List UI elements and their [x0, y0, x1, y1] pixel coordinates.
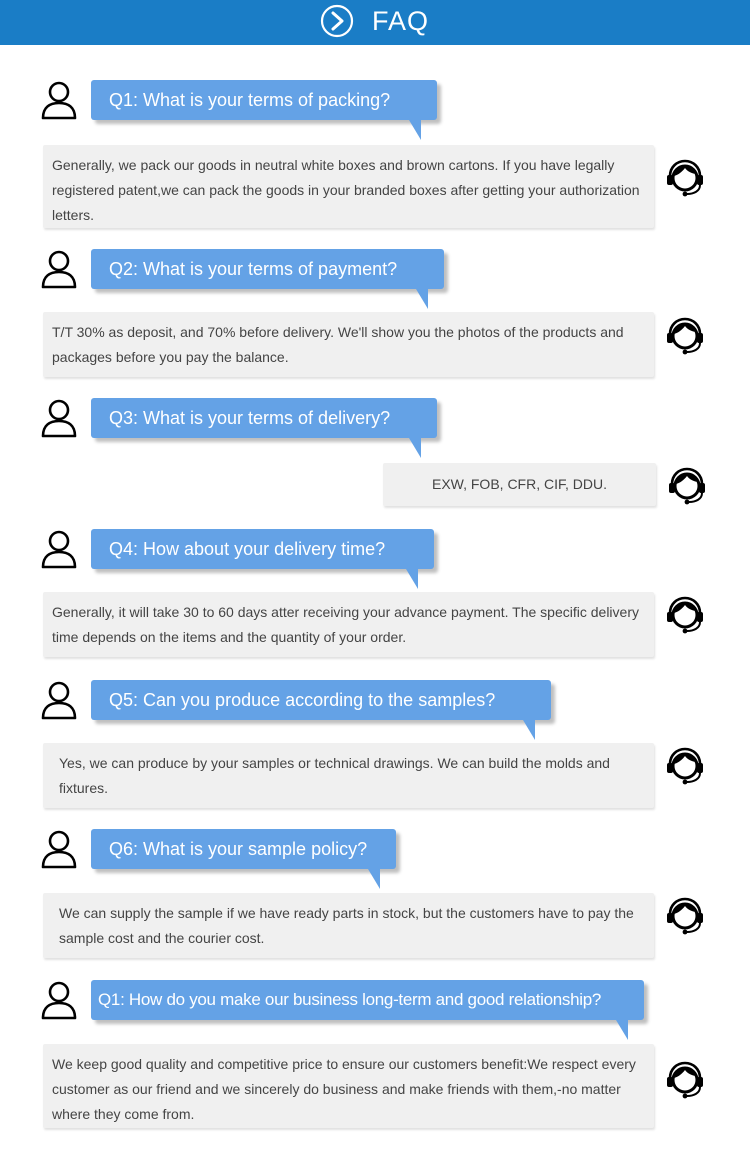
- answer-box: [383, 463, 656, 506]
- question-text: Q1: How do you make our business long-term and good relationship?: [98, 990, 602, 1009]
- user-icon: [40, 398, 78, 438]
- customer-service-headset-icon: [665, 896, 705, 938]
- user-icon: [40, 980, 78, 1020]
- answer-text: Generally, we pack our goods in neutral white boxes and brown cartons. If you have legally registered patent,we can pack the goods in your branded boxes after getting your authorization letters.: [52, 157, 640, 223]
- answer-box: [43, 312, 654, 377]
- customer-service-headset-icon: [665, 158, 705, 200]
- question-text: Q6: What is your sample policy?: [109, 839, 368, 859]
- question-bubble: [91, 529, 434, 569]
- user-icon: [40, 80, 78, 120]
- answer-text: We can supply the sample if we have ready parts in stock, but the customers have to pay the sample cost and the courier cost.: [59, 905, 634, 946]
- chevron-right-circle-icon: [320, 4, 354, 38]
- customer-service-headset-icon: [665, 316, 705, 358]
- user-icon: [40, 249, 78, 289]
- question-text: Q2: What is your terms of payment?: [109, 259, 398, 279]
- bubble-tail: [409, 438, 421, 458]
- question-bubble: [91, 680, 551, 720]
- bubble-tail: [368, 869, 380, 889]
- bubble-tail: [616, 1020, 628, 1040]
- page-title: FAQ: [372, 6, 430, 36]
- customer-service-headset-icon: [665, 1060, 705, 1102]
- customer-service-headset-icon: [665, 746, 705, 788]
- answer-text: Generally, it will take 30 to 60 days atter receiving your advance payment. The specific delivery time depends on the items and the quantity of your order.: [52, 604, 639, 645]
- question-text: Q5: Can you produce according to the samples?: [109, 690, 496, 710]
- question-bubble: [91, 829, 396, 869]
- user-icon: [40, 680, 78, 720]
- question-bubble: [91, 249, 444, 289]
- question-bubble: [91, 398, 437, 438]
- question-bubble: [91, 980, 644, 1020]
- bubble-tail: [416, 289, 428, 309]
- faq-header: [0, 0, 750, 45]
- answer-box: [43, 145, 654, 228]
- answer-text: We keep good quality and competitive price to ensure our customers benefit:We respect every customer as our friend and we sincerely do business and make friends with them,-no matter where they come from.: [52, 1056, 636, 1122]
- bubble-tail: [409, 120, 421, 140]
- user-icon: [40, 829, 78, 869]
- answer-box: [43, 893, 654, 958]
- question-text: Q3: What is your terms of delivery?: [109, 408, 391, 428]
- answer-box: [43, 1044, 654, 1128]
- question-text: Q1: What is your terms of packing?: [109, 90, 391, 110]
- answer-box: [43, 592, 654, 657]
- bubble-tail: [523, 720, 535, 740]
- answer-text: Yes, we can produce by your samples or technical drawings. We can build the molds and fixtures.: [59, 755, 610, 796]
- customer-service-headset-icon: [665, 595, 705, 637]
- bubble-tail: [406, 569, 418, 589]
- question-text: Q4: How about your delivery time?: [109, 539, 386, 559]
- answer-text: EXW, FOB, CFR, CIF, DDU.: [431, 476, 607, 492]
- user-icon: [40, 529, 78, 569]
- answer-text: T/T 30% as deposit, and 70% before delivery. We'll show you the photos of the products and packages before you pay the balance.: [52, 324, 624, 365]
- answer-box: [43, 743, 654, 808]
- customer-service-headset-icon: [667, 466, 707, 508]
- question-bubble: [91, 80, 437, 120]
